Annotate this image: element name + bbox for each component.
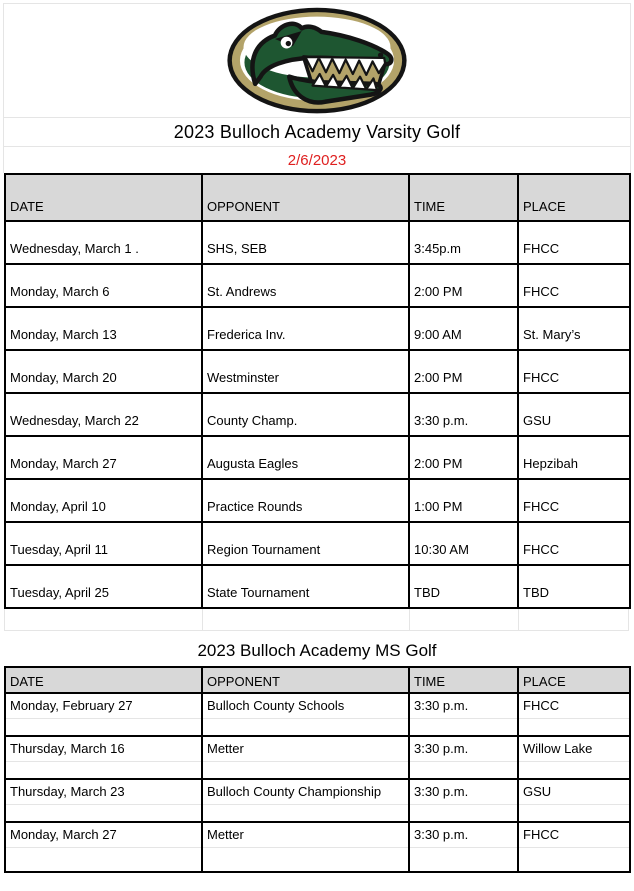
- column-header-place: PLACE: [518, 667, 630, 693]
- cell-time: 3:30 p.m.: [410, 694, 517, 719]
- column-header-time: TIME: [409, 667, 518, 693]
- column-header-time: TIME: [409, 174, 518, 221]
- cell-date: Wednesday, March 22: [5, 393, 202, 436]
- cell-opponent: Region Tournament: [202, 522, 409, 565]
- cell-date: Monday, March 13: [5, 307, 202, 350]
- table-row: [5, 565, 630, 608]
- cell-date: Monday, March 20: [5, 350, 202, 393]
- cell-time: 3:30 p.m.: [410, 823, 517, 848]
- cell-time: 3:30 p.m.: [410, 780, 517, 805]
- cell-date: Monday, March 27: [6, 823, 201, 848]
- column-header-place: PLACE: [518, 174, 630, 221]
- cell-time: 2:00 PM: [409, 264, 518, 307]
- table-row: [5, 264, 630, 307]
- cell-time: 2:00 PM: [409, 350, 518, 393]
- cell-time: 10:30 AM: [409, 522, 518, 565]
- gator-head-logo-icon: [221, 5, 413, 117]
- cell-time: TBD: [409, 565, 518, 608]
- table-row: [5, 693, 630, 736]
- varsity-header-row: [5, 174, 630, 221]
- cell-date: Tuesday, April 11: [5, 522, 202, 565]
- ms-header-row: [5, 667, 630, 693]
- cell-place: GSU: [519, 780, 629, 805]
- golf-schedule-sheet: [0, 3, 634, 873]
- cell-date: Monday, March 27: [5, 436, 202, 479]
- table-row: [5, 350, 630, 393]
- cell-time: 1:00 PM: [409, 479, 518, 522]
- cell-date: Monday, March 6: [5, 264, 202, 307]
- schedule-date: 2/6/2023: [3, 147, 631, 173]
- spacer-row: [4, 609, 629, 631]
- cell-opponent: SHS, SEB: [202, 221, 409, 264]
- cell-date: Thursday, March 16: [6, 737, 201, 762]
- column-header-date: DATE: [5, 174, 202, 221]
- table-row: [5, 779, 630, 822]
- table-row: [5, 479, 630, 522]
- cell-date: Thursday, March 23: [6, 780, 201, 805]
- gridline: [518, 609, 519, 630]
- ms-title: 2023 Bulloch Academy MS Golf: [197, 641, 437, 660]
- cell-time: 2:00 PM: [409, 436, 518, 479]
- varsity-title: 2023 Bulloch Academy Varsity Golf: [3, 118, 631, 147]
- cell-opponent: County Champ.: [202, 393, 409, 436]
- cell-place: Hepzibah: [518, 436, 630, 479]
- cell-time: 3:30 p.m.: [410, 737, 517, 762]
- table-row: [5, 221, 630, 264]
- cell-place: FHCC: [519, 694, 629, 719]
- cell-opponent: Westminster: [202, 350, 409, 393]
- cell-date: Wednesday, March 1 .: [5, 221, 202, 264]
- cell-place: FHCC: [518, 350, 630, 393]
- cell-date: Monday, February 27: [6, 694, 201, 719]
- cell-place: TBD: [518, 565, 630, 608]
- cell-date: Monday, April 10: [5, 479, 202, 522]
- cell-time: 3:30 p.m.: [409, 393, 518, 436]
- cell-place: GSU: [518, 393, 630, 436]
- cell-opponent: Metter: [203, 823, 408, 848]
- table-row: [5, 307, 630, 350]
- cell-place: FHCC: [518, 522, 630, 565]
- cell-place: FHCC: [518, 264, 630, 307]
- table-row: [5, 822, 630, 872]
- cell-place: FHCC: [518, 479, 630, 522]
- gridline: [202, 609, 203, 630]
- cell-opponent: Frederica Inv.: [202, 307, 409, 350]
- cell-place: FHCC: [518, 221, 630, 264]
- cell-date: Tuesday, April 25: [5, 565, 202, 608]
- varsity-schedule-table: [4, 173, 631, 609]
- cell-opponent: Practice Rounds: [202, 479, 409, 522]
- cell-opponent: Metter: [203, 737, 408, 762]
- cell-place: St. Mary’s: [518, 307, 630, 350]
- cell-opponent: Bulloch County Schools: [203, 694, 408, 719]
- table-row: [5, 736, 630, 779]
- cell-time: 9:00 AM: [409, 307, 518, 350]
- cell-place: Willow Lake: [519, 737, 629, 762]
- table-row: [5, 522, 630, 565]
- gridline: [409, 609, 410, 630]
- table-row: [5, 436, 630, 479]
- cell-time: 3:45p.m: [409, 221, 518, 264]
- cell-place: FHCC: [519, 823, 629, 848]
- cell-opponent: Augusta Eagles: [202, 436, 409, 479]
- cell-opponent: State Tournament: [202, 565, 409, 608]
- table-row: [5, 393, 630, 436]
- column-header-date: DATE: [5, 667, 202, 693]
- column-header-opponent: OPPONENT: [202, 174, 409, 221]
- ms-schedule-table: [4, 666, 631, 873]
- logo-row: [3, 3, 631, 118]
- column-header-opponent: OPPONENT: [202, 667, 409, 693]
- cell-opponent: St. Andrews: [202, 264, 409, 307]
- cell-opponent: Bulloch County Championship: [203, 780, 408, 805]
